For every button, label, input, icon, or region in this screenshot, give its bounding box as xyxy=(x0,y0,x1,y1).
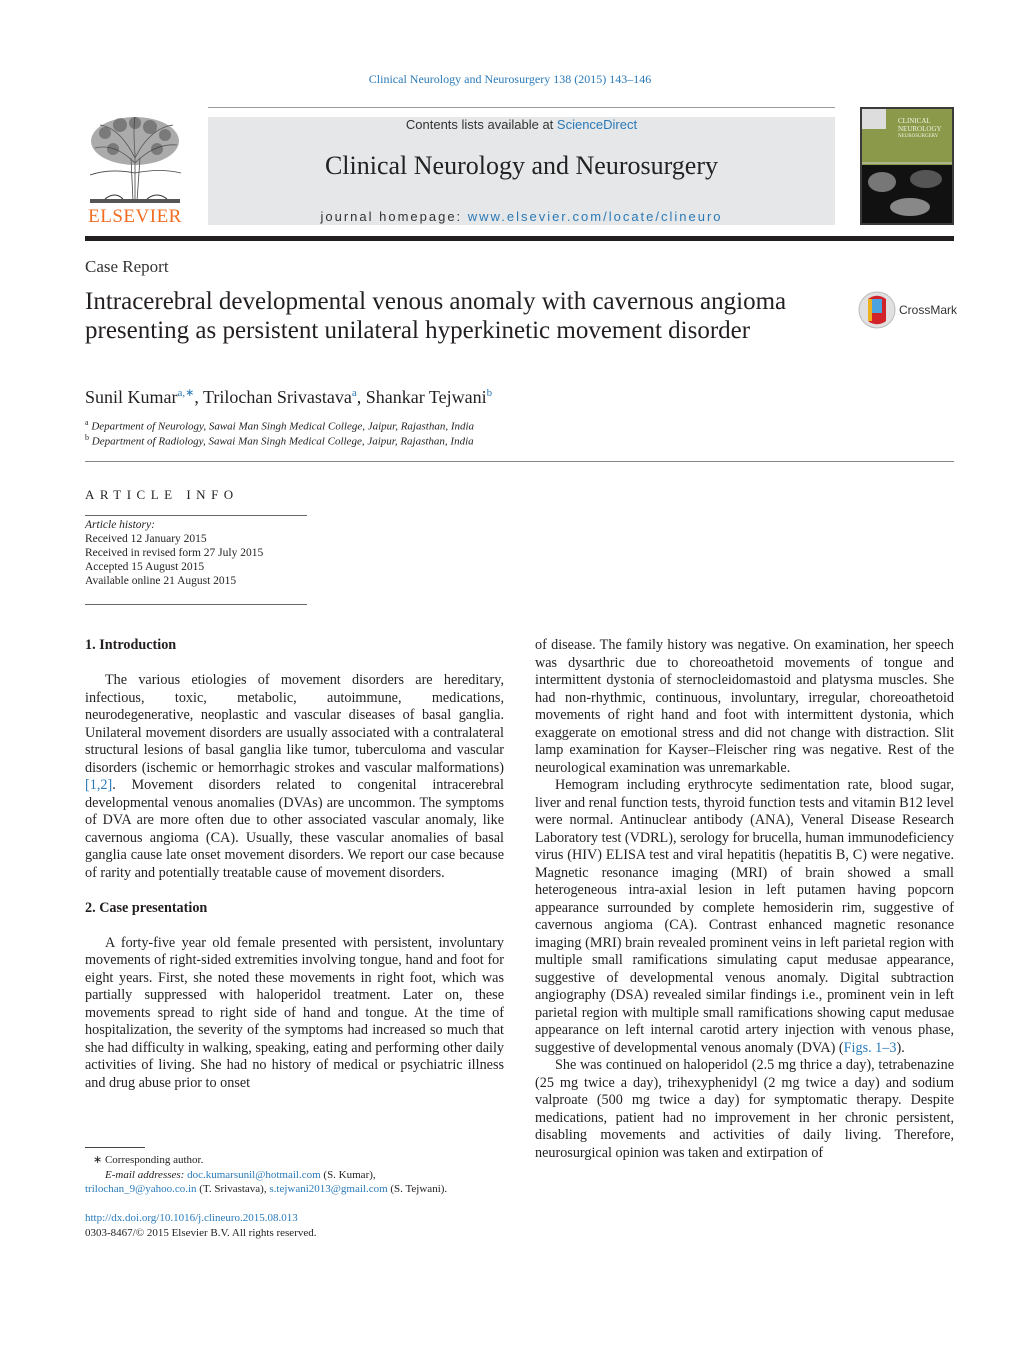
affil-text: Department of Radiology, Sawai Man Singh Medical College, Jaipur, Rajasthan, India xyxy=(91,435,474,448)
paragraph: of disease. The family history was negative. On examination, her speech was dysarthric due to choreoathetoid movements of tongue and intermittent dystonia of sternocleidomastoid and platysma muscles. She had non-rhythmic, continuous, involuntary, irregular, choreoathetoid movements of right hand and foot with intermittent dystonia, which exaggerate on emotional stress and did not change with distraction. Slit lamp examination for Kayser–Fleischer ring was negative. Rest of the neurological examination was unremarkable. xyxy=(535,637,954,776)
email-owner: (S. Kumar), xyxy=(320,1168,376,1181)
email-link[interactable]: doc.kumarsunil@hotmail.com xyxy=(187,1168,321,1181)
section-heading: 2. Case presentation xyxy=(85,899,208,916)
article-title: Intracerebral developmental venous anomaly with cavernous angioma presenting as persistent unilateral hyperkinetic movement disorder xyxy=(85,288,787,344)
paragraph-text: Hemogram including erythrocyte sedimentation rate, blood sugar, liver and renal function tests, thyroid function tests and vitamin B12 level were normal. Antinuclear antibody (ANA), Veneral Disease Research Laboratory test (VDRL), serology for brucella, human immunodeficiency virus (HIV) ELISA test and viral hepatitis (hepatitis B, C) were negative. Magnetic resonance imaging (MRI) of brain showed a small heterogeneous intra-axial lesion in left putamen having popcorn appearance surrounded by complete hemosiderin rim, suggestive of cavernous angioma (CA). Contrast enhanced magnetic resonance imaging (MRI) brain revealed prominent veins in left parietal region with multiple small ramifications simulating caput medusae appearance, suggestive of developmental venous anomaly. Digital subtraction angiography (DSA) revealed similar findings i.e., prominent vein in left parietal region with multiple small ramifications showing caput medusae appearance on left internal carotid artery injection with venous phase, suggestive of developmental venous anomaly (DVA) ( xyxy=(535,777,954,1056)
corresponding-author: ∗ Corresponding author. xyxy=(93,1154,204,1166)
sciencedirect-link[interactable]: ScienceDirect xyxy=(556,117,638,132)
history-item: Received in revised form 27 July 2015 xyxy=(85,547,264,559)
paragraph: A forty-five year old female presented with persistent, involuntary movements of right-sided extremities involving tongue, hand and foot for eight years. First, she noted these movements in right foot, which was partially suppressed with haloperidol treatment. Later on, these movements spread to right side of hand and tongue. At the time of hospitalization, the severity of the symptoms had increased so much that she had difficulty in walking, speaking, eating and performing other daily activities of living. She had no history of medical or psychiatric illness and drug abuse prior to onset xyxy=(85,934,504,1091)
paragraph: She was continued on haloperidol (2.5 mg thrice a day), tetrabenazine (25 mg twice a day), trihexyphenidyl (2 mg twice a day) and sodium valproate (500 mg twice a day) for symptomatic therapy. Despite medications, patient had no improvement in her chronic persistent, disabling movements and activities of daily living. Therefore, neurosurgical opinion was taken and extirpation of xyxy=(535,1057,954,1161)
email-link[interactable]: trilochan_9@yahoo.co.in xyxy=(85,1183,197,1195)
crossmark-label: CrossMark xyxy=(899,303,958,317)
affil-marker: a xyxy=(85,418,89,427)
cover-line: NEUROLOGY xyxy=(898,125,942,133)
section-divider xyxy=(85,461,954,462)
cover-line: CLINICAL xyxy=(898,117,931,125)
article-info-rule xyxy=(85,515,307,516)
crossmark-icon xyxy=(858,291,896,329)
copyright: 0303-8467/© 2015 Elsevier B.V. All rights reserved. xyxy=(85,1226,317,1239)
section-heading: 1. Introduction xyxy=(85,637,177,653)
affil-marker: b xyxy=(85,433,89,442)
footnote xyxy=(85,1153,505,1197)
body-column-left xyxy=(85,637,504,1092)
author-name: Trilochan Srivastava xyxy=(203,387,352,407)
contents-prefix: Contents lists available at xyxy=(405,117,557,132)
journal-citation[interactable]: Clinical Neurology and Neurosurgery 138 (2015) 143–146 xyxy=(368,72,652,86)
email-line xyxy=(85,1168,505,1183)
figure-link[interactable]: Figs. 1–3 xyxy=(843,1039,897,1056)
footnote-rule xyxy=(85,1147,145,1148)
article-info-rule-bottom xyxy=(85,604,307,605)
homepage-prefix: journal homepage: xyxy=(320,209,468,224)
article-type: Case Report xyxy=(85,257,169,276)
paragraph-text: The various etiologies of movement disorders are hereditary, infectious, toxic, metabolic, autoimmune, medications, neurodegenerative, neoplastic and vascular diseases of basal ganglia. Unilateral movement disorders are usually associated with a contralateral structural lesions of basal ganglia like tumor, tuberculoma and vascular disorders (ischemic or hemorrhagic strokes and vascular malformations) xyxy=(85,672,504,776)
paragraph xyxy=(535,777,954,1057)
paragraph-text: ). xyxy=(896,1039,905,1056)
author-affil-ref[interactable]: b xyxy=(486,387,493,399)
author-name: Shankar Tejwani xyxy=(365,387,487,407)
affiliation xyxy=(85,433,474,448)
article-history xyxy=(85,518,263,588)
article-info-heading: ARTICLE INFO xyxy=(85,487,239,502)
history-label: Article history: xyxy=(85,519,155,531)
contents-line xyxy=(208,117,835,132)
author-affil-ref[interactable]: a,∗ xyxy=(177,387,195,399)
paragraph xyxy=(85,672,504,882)
header-rule xyxy=(208,107,835,108)
journal-title: Clinical Neurology and Neurosurgery xyxy=(324,151,719,180)
journal-cover-thumbnail[interactable] xyxy=(860,107,954,225)
crossmark-badge[interactable] xyxy=(858,291,958,331)
doi-link[interactable]: http://dx.doi.org/10.1016/j.clineuro.2015.08.013 xyxy=(85,1212,298,1224)
body-column-right xyxy=(535,637,954,1162)
author-separator: , xyxy=(194,387,204,407)
history-item: Available online 21 August 2015 xyxy=(85,575,237,587)
author-name: Sunil Kumar xyxy=(85,387,178,407)
affiliation xyxy=(85,418,474,433)
homepage-link[interactable]: www.elsevier.com/locate/clineuro xyxy=(467,209,723,224)
cover-line: NEUROSURGERY xyxy=(898,134,939,139)
history-item: Received 12 January 2015 xyxy=(85,533,207,545)
elsevier-logo[interactable] xyxy=(85,113,185,225)
cover-title xyxy=(898,117,952,141)
author-list xyxy=(85,386,492,408)
doi-block xyxy=(85,1211,317,1240)
affil-text: Department of Neurology, Sawai Man Singh Medical College, Jaipur, Rajasthan, India xyxy=(91,420,475,433)
header-thick-rule xyxy=(85,236,954,241)
author-separator: , xyxy=(356,387,366,407)
email-owner: (T. Srivastava), xyxy=(196,1183,270,1195)
paragraph-text: . Movement disorders related to congenital intracerebral developmental venous anomalies (DVAs) are uncommon. The symptoms of DVA are more often due to other associated vascular anomaly, like cavernous angioma (CA). Usually, these vascular anomalies of basal ganglia cause late onset movement disorders. We report our case because of rarity and potentially treatable cause of movement disorders. xyxy=(85,777,504,881)
journal-banner xyxy=(208,117,835,225)
author-affil-ref[interactable]: a xyxy=(351,387,357,399)
email-link[interactable]: s.tejwani2013@gmail.com xyxy=(269,1183,388,1195)
email-line xyxy=(85,1182,505,1197)
email-owner: (S. Tejwani). xyxy=(387,1183,448,1195)
history-item: Accepted 15 August 2015 xyxy=(85,561,205,573)
reference-link[interactable]: [1,2] xyxy=(85,777,113,793)
elsevier-wordmark: ELSEVIER xyxy=(88,206,182,227)
journal-homepage xyxy=(208,209,835,224)
email-label: E-mail addresses: xyxy=(105,1168,188,1181)
